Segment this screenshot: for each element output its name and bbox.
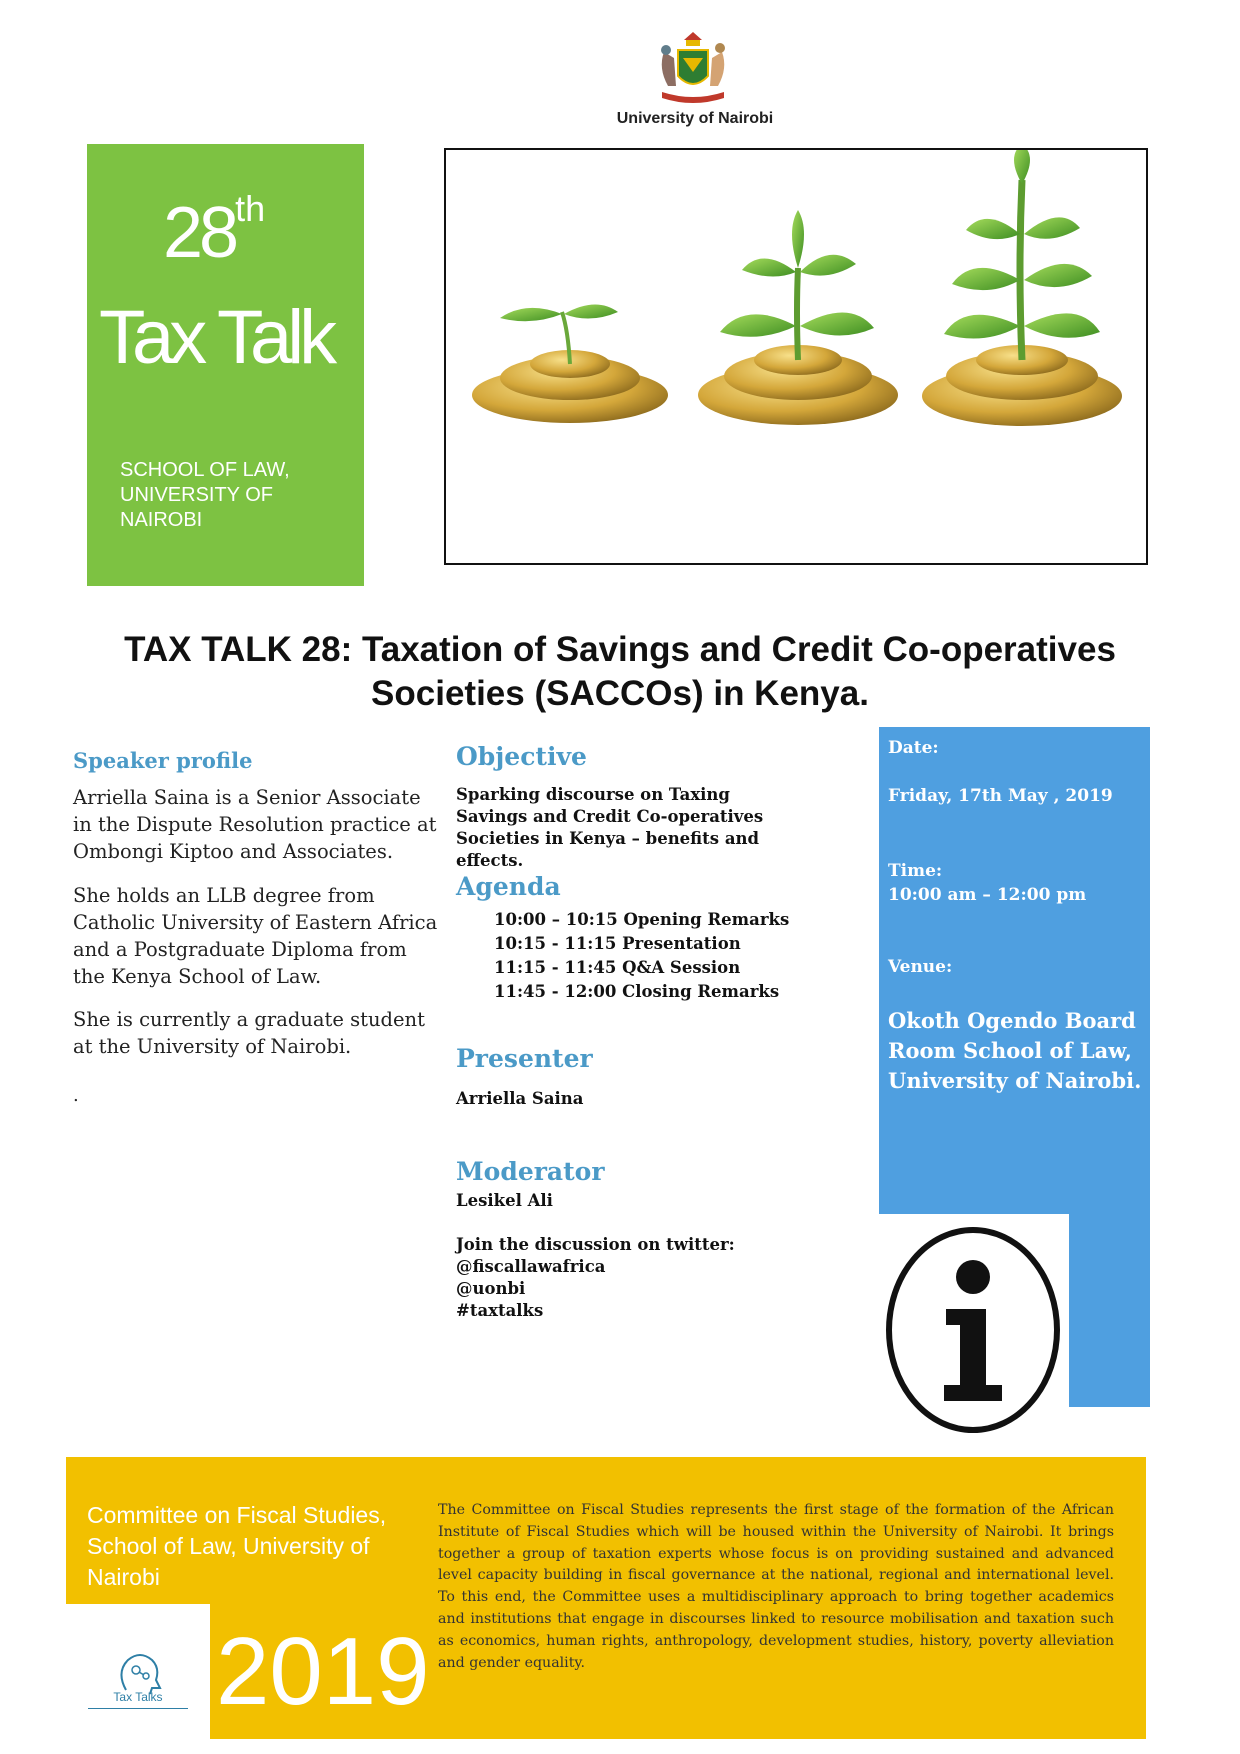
tax-talks-logo-label: Tax Talks	[113, 1690, 163, 1704]
footer-description: The Committee on Fiscal Studies represents the first stage of the formation of the African Institute of Fiscal Studies which will be housed within the University of Nairobi. It brings together a group of taxation experts whose focus is on providing sustained and advanced level capacity building in fiscal governance at the national, regional and international level. To this end, the Committee uses a multidisciplinary approach to bring together academics and institutions that engage in discourses linked to resource mobilisation and taxation such as economics, human rights, anthropology, development studies, history, poverty alleviation and gender equality.	[438, 1502, 1114, 1671]
moderator-heading: Moderator	[456, 1157, 605, 1186]
speaker-bio-paragraph-2: She holds an LLB degree from Catholic University of Eastern Africa and a Postgraduate Diploma from the Kenya School of Law.	[73, 884, 438, 988]
time-label: Time:	[888, 861, 943, 881]
agenda-list	[494, 908, 789, 1004]
twitter-handle: @uonbi	[456, 1279, 526, 1298]
ordinal-suffix: th	[235, 188, 266, 229]
speaker-bio-paragraph-1: Arriella Saina is a Senior Associate in the Dispute Resolution practice at Ombongi Kiptoo and Associates.	[73, 786, 437, 863]
coin-pile-large	[922, 150, 1122, 426]
tax-talk-school: SCHOOL OF LAW, UNIVERSITY OF NAIROBI	[120, 459, 290, 531]
venue-label: Venue:	[888, 957, 953, 977]
talk-title	[60, 628, 1180, 716]
presenter-name: Arriella Saina	[456, 1089, 584, 1108]
coin-pile-small	[472, 304, 668, 423]
objective-text: Sparking discourse on Taxing Savings and Credit Co-operatives Societies in Kenya – benefits and effects.	[456, 785, 764, 870]
agenda-item: 10:15 - 11:15 Presentation	[494, 934, 741, 953]
speaker-profile-heading: Speaker profile	[73, 748, 253, 773]
agenda-item: 11:15 - 11:45 Q&A Session	[494, 958, 741, 977]
tax-talk-number: 28th	[163, 188, 266, 273]
objective-heading: Objective	[456, 742, 587, 771]
talk-title-line1: Taxation of Savings and Credit Co-operatives	[361, 630, 1116, 669]
twitter-hashtag: #taxtalks	[456, 1301, 544, 1320]
twitter-handle: @fiscallawafrica	[456, 1257, 606, 1276]
date-label: Date:	[888, 738, 939, 758]
information-icon	[884, 1225, 1062, 1435]
footer-year: 2019	[216, 1618, 430, 1725]
twitter-block	[456, 1234, 735, 1322]
plants-growing-from-coins-image	[444, 148, 1148, 565]
twitter-lead: Join the discussion on twitter:	[456, 1235, 735, 1254]
talk-title-line2: Societies (SACCOs) in Kenya.	[371, 674, 869, 713]
moderator-name: Lesikel Ali	[456, 1191, 553, 1210]
coin-pile-medium	[698, 210, 898, 425]
presenter-heading: Presenter	[456, 1044, 593, 1073]
agenda-item: 10:00 – 10:15 Opening Remarks	[494, 910, 790, 929]
tax-talk-badge	[87, 144, 364, 586]
venue-value: Okoth Ogendo Board Room School of Law, University of Nairobi.	[888, 1008, 1142, 1093]
tax-talk-title: Tax Talk	[99, 295, 333, 380]
speaker-bio-paragraph-3: She is currently a graduate student at the University of Nairobi.	[73, 1008, 425, 1058]
agenda-item: 11:45 - 12:00 Closing Remarks	[494, 982, 780, 1001]
date-value: Friday, 17th May , 2019	[888, 786, 1113, 806]
coat-of-arms-icon	[650, 28, 736, 114]
logo-underline	[88, 1708, 188, 1709]
agenda-heading: Agenda	[456, 872, 561, 901]
university-name: University of Nairobi	[616, 110, 774, 127]
speaker-bio-dot: .	[73, 1085, 79, 1106]
talk-title-lead: TAX TALK 28:	[124, 630, 353, 669]
time-value: 10:00 am – 12:00 pm	[888, 885, 1087, 905]
footer-organisation: Committee on Fiscal Studies, School of Law, University of Nairobi	[87, 1502, 387, 1590]
